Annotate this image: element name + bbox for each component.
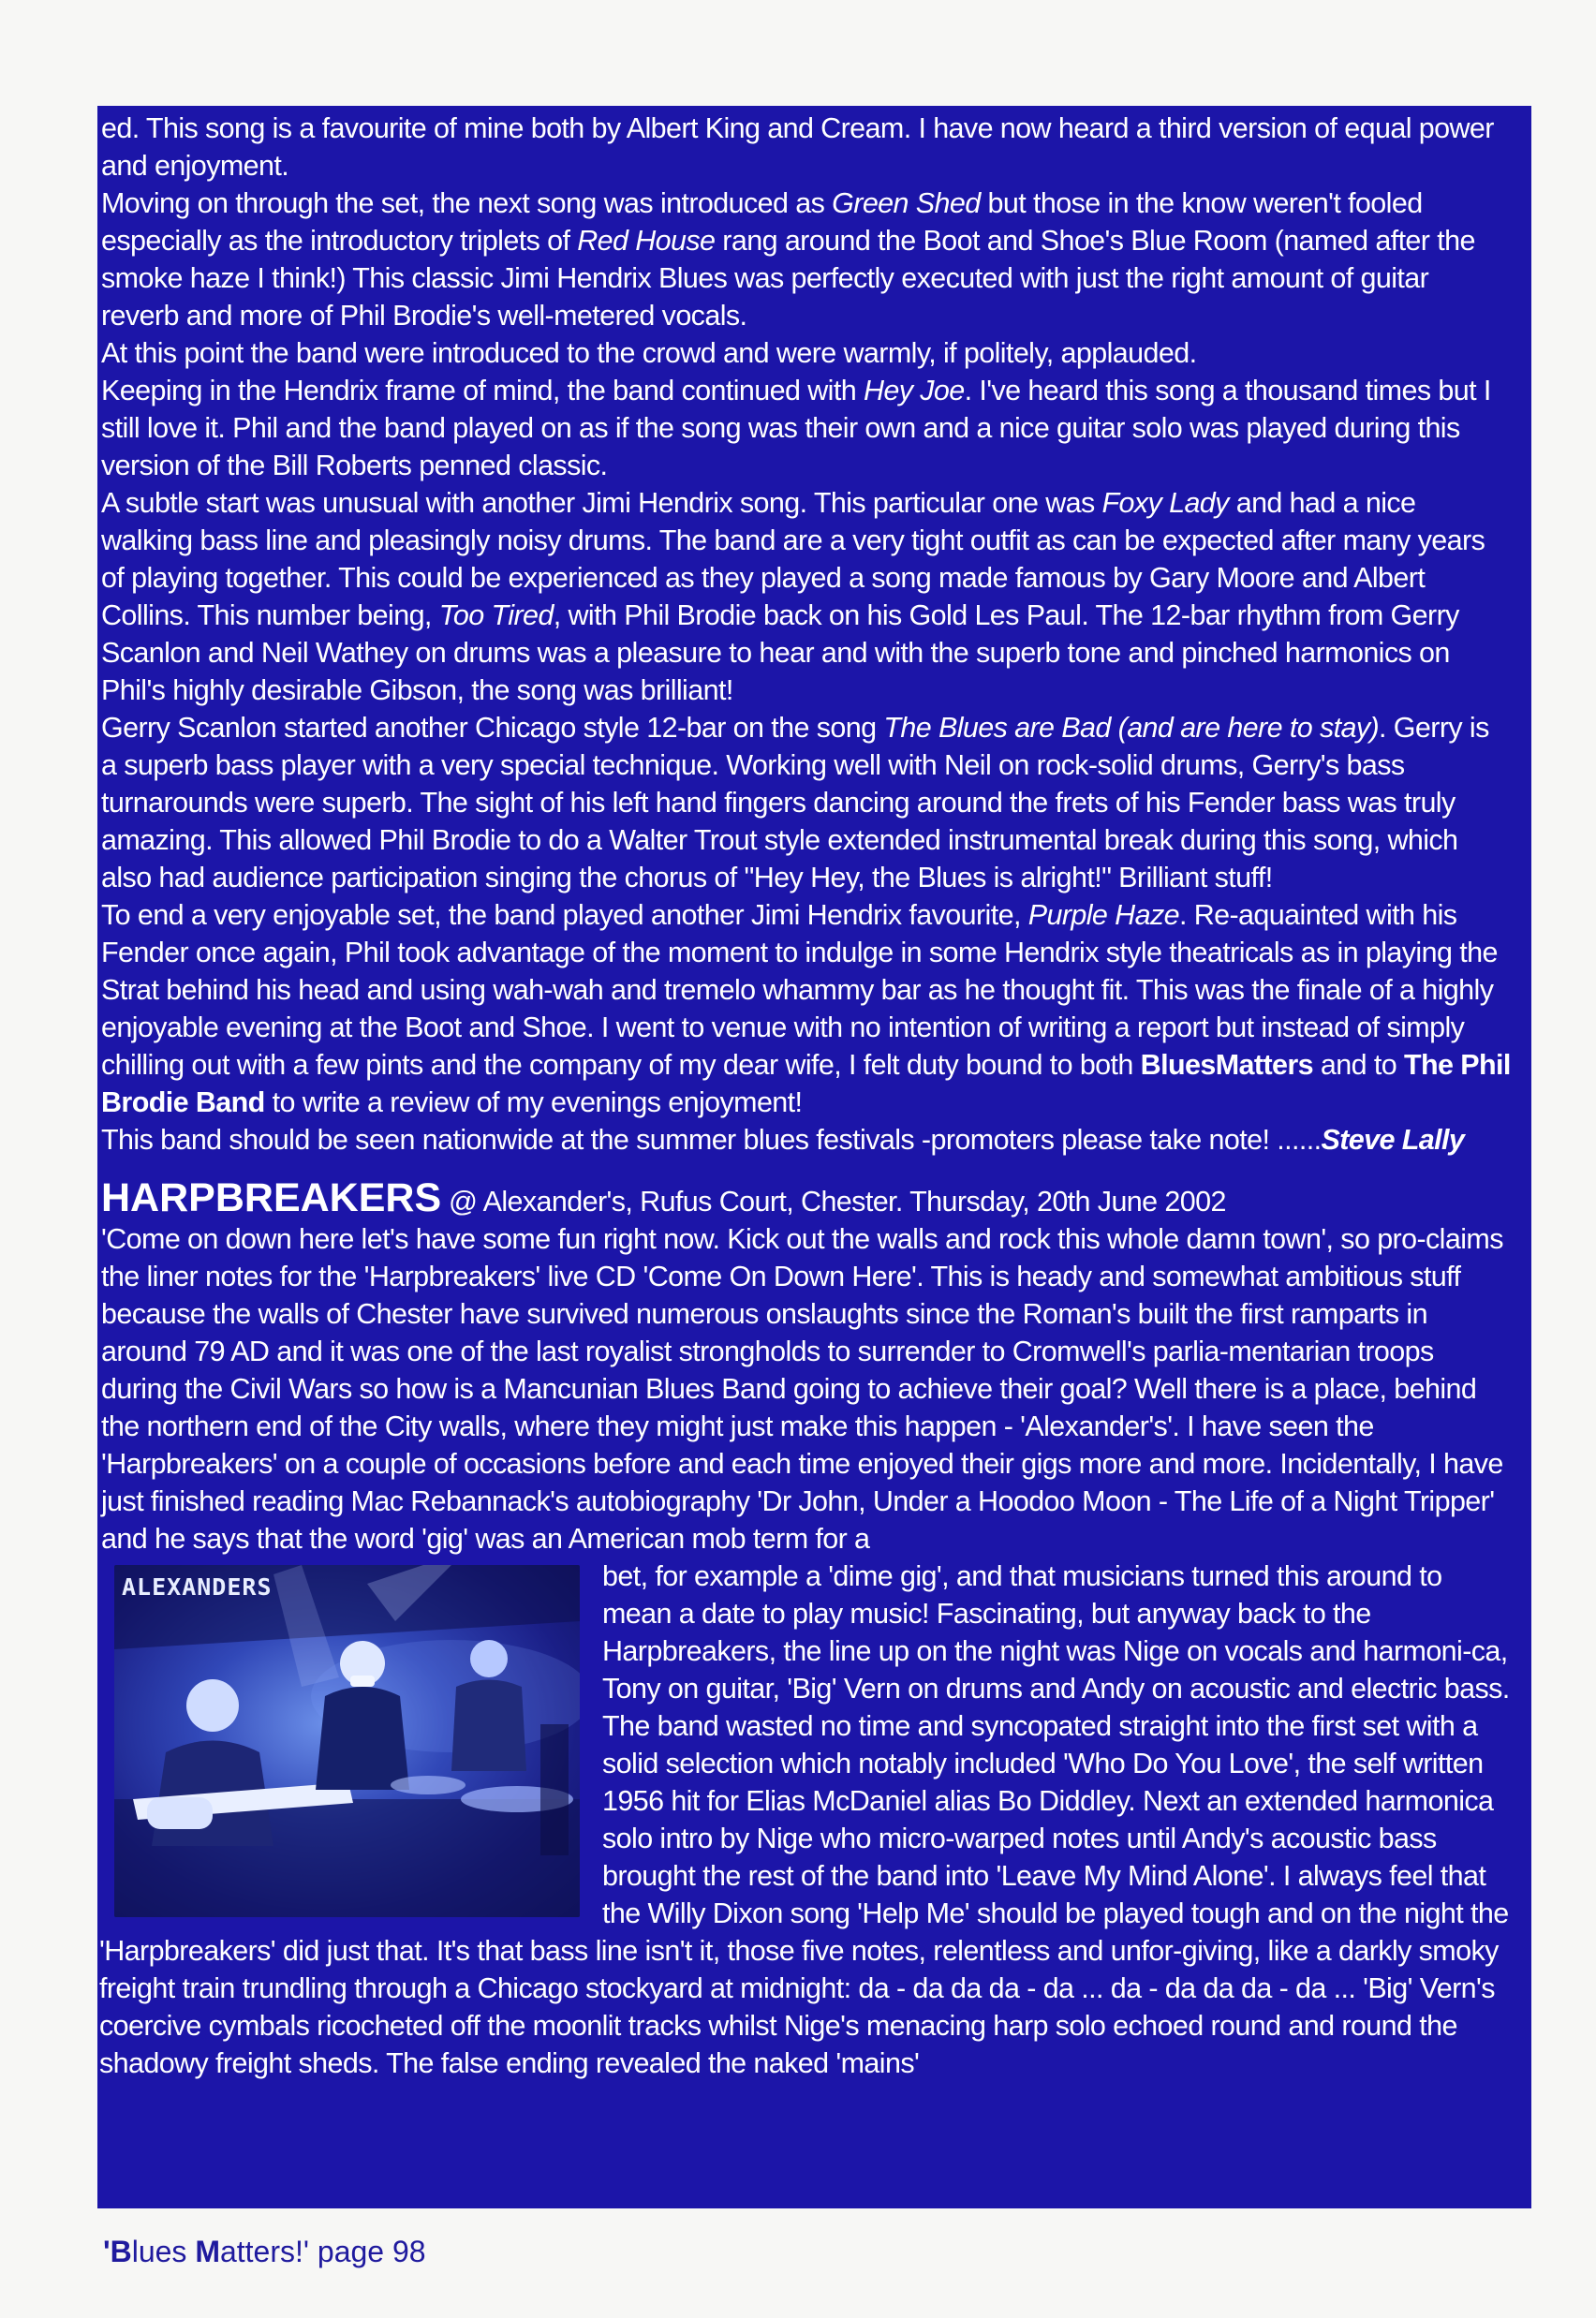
band-heading: HARPBREAKERS: [101, 1175, 442, 1220]
song-title: Hey Joe: [863, 375, 965, 406]
magazine-brand: 'Blues Matters!': [103, 2235, 309, 2268]
band-name: The Phil Brodie Band: [101, 1049, 1511, 1118]
paragraph: To end a very enjoyable set, the band played another Jimi Hendrix favourite, Purple Haze. Re-aquainted with his Fender once again, Phil took advantage of the moment to indulge in some Hendrix style theatricals as in playing the Strat behind his head and using wah-wah and tremelo whammy bar as he thought fit. This was the finale of a highly enjoyable evening at the Boot and Shoe. I went to venue with no intention of writing a report but instead of simply chilling out with a few pints and the company of my dear wife, I felt duty bound to both BluesMatters and to The Phil Brodie Band to write a review of my evenings enjoyment!: [101, 899, 1511, 1118]
page-footer: [103, 2235, 426, 2269]
page-number: page 98: [309, 2235, 426, 2268]
song-title: Purple Haze: [1027, 899, 1179, 931]
photo-sign-text: ALEXANDERS: [122, 1573, 273, 1601]
paragraph: At this point the band were introduced to the crowd and were warmly, if politely, applauded.: [101, 337, 1197, 369]
author-byline: Steve Lally: [1321, 1124, 1465, 1156]
band-photo-illustration: [114, 1565, 580, 1917]
song-title: Green Shed: [832, 187, 981, 219]
review-heading: [99, 1175, 1511, 1220]
paragraph: bet, for example a 'dime gig', and that musicians turned this around to mean a date to play music! Fascinating, but anyway back to the Harpbreakers, the line up on the night was Nige on vocals and harmoni-ca, Tony on guitar, 'Big' Vern on drums and Andy on acoustic and electric bass. The band wasted no time and syncopated straight into the first set with a solid selection which notably included 'Who Do You Love', the self written 1956 hit for Elias McDaniel alias Bo Diddley. Next an extended harmonica solo intro by Nige who micro-warped notes until Andy's acoustic bass brought the rest of the band into 'Leave My Mind Alone'. I always feel that the Willy Dixon song 'Help Me' should be played tough and on the night the 'Harpbreakers' did just that. It's that bass line isn't it, those five notes, relentless and unfor-giving, like a darkly smoky freight train trundling through a Chicago stockyard at midnight: da - da da da - da ... da - da da da - da ... 'Big' Vern's coercive cymbals ricocheted off the moonlit tracks whilst Nige's menacing harp solo echoed round and round the shadowy freight sheds. The false ending revealed the naked 'mains': [99, 1560, 1510, 2079]
paragraph: A subtle start was unusual with another Jimi Hendrix song. This particular one was Foxy Lady and had a nice walking bass line and pleasingly noisy drums. The band are a very tight outfit as can be expected after many years of playing together. This could be experienced as they played a song made famous by Gary Moore and Albert Collins. This number being, Too Tired, with Phil Brodie back on his Gold Les Paul. The 12-bar rhythm from Gerry Scanlon and Neil Wathey on drums was a pleasure to hear and with the superb tone and pinched harmonics on Phil's highly desirable Gibson, the song was brilliant!: [101, 487, 1485, 706]
song-title: Red House: [577, 225, 716, 257]
paragraph: 'Come on down here let's have some fun right now. Kick out the walls and rock this whole damn town', so pro-claims the liner notes for the 'Harpbreakers' live CD 'Come On Down Here'. This is heady and somewhat ambitious stuff because the walls of Chester have survived numerous onslaughts since the Roman's built the first ramparts in around 79 AD and it was one of the last royalist strongholds to surrender to Cromwell's parlia-mentarian troops during the Civil Wars so how is a Mancunian Blues Band going to achieve their goal? Well there is a place, behind the northern end of the City walls, where they might just make this happen - 'Alexander's'. I have seen the 'Harpbreakers' on a couple of occasions before and each time enjoyed their gigs more and more. Incidentally, I have just finished reading Mac Rebannack's autobiography 'Dr John, Under a Hoodoo Moon - The Life of a Night Tripper' and he says that the word 'gig' was an American mob term for a: [101, 1223, 1503, 1555]
band-photo: [114, 1565, 580, 1917]
paragraph: This band should be seen nationwide at the summer blues festivals -promoters please take note! ......Steve Lally: [101, 1124, 1465, 1156]
song-title: Too Tired: [438, 599, 554, 631]
article-panel: [97, 106, 1531, 2208]
magazine-name: BluesMatters: [1140, 1049, 1313, 1081]
song-title: Foxy Lady: [1101, 487, 1229, 519]
paragraph: Keeping in the Hendrix frame of mind, the band continued with Hey Joe. I've heard this song a thousand times but I still love it. Phil and the band played on as if the song was their own and a nice guitar solo was played during this version of the Bill Roberts penned classic.: [101, 375, 1491, 481]
paragraph: Moving on through the set, the next song was introduced as Green Shed but those in the know weren't fooled especially as the introductory triplets of Red House rang around the Boot and Shoe's Blue Room (named after the smoke haze I think!) This classic Jimi Hendrix Blues was perfectly executed with just the right amount of guitar reverb and more of Phil Brodie's well-metered vocals.: [101, 187, 1475, 332]
paragraph: ed. This song is a favourite of mine both by Albert King and Cream. I have now heard a third version of equal power and enjoyment.: [101, 112, 1494, 182]
song-title: The Blues are Bad (and are here to stay): [883, 712, 1380, 744]
venue-line: @ Alexander's, Rufus Court, Chester. Thursday, 20th June 2002: [441, 1186, 1226, 1218]
paragraph: Gerry Scanlon started another Chicago style 12-bar on the song The Blues are Bad (and are here to stay). Gerry is a superb bass player with a very special technique. Working well with Neil on rock-solid drums, Gerry's bass turnarounds were superb. The sight of his left hand fingers dancing around the frets of his Fender bass was truly amazing. This allowed Phil Brodie to do a Walter Trout style extended instrumental break during this song, which also had audience participation singing the chorus of "Hey Hey, the Blues is alright!" Brilliant stuff!: [101, 712, 1489, 893]
